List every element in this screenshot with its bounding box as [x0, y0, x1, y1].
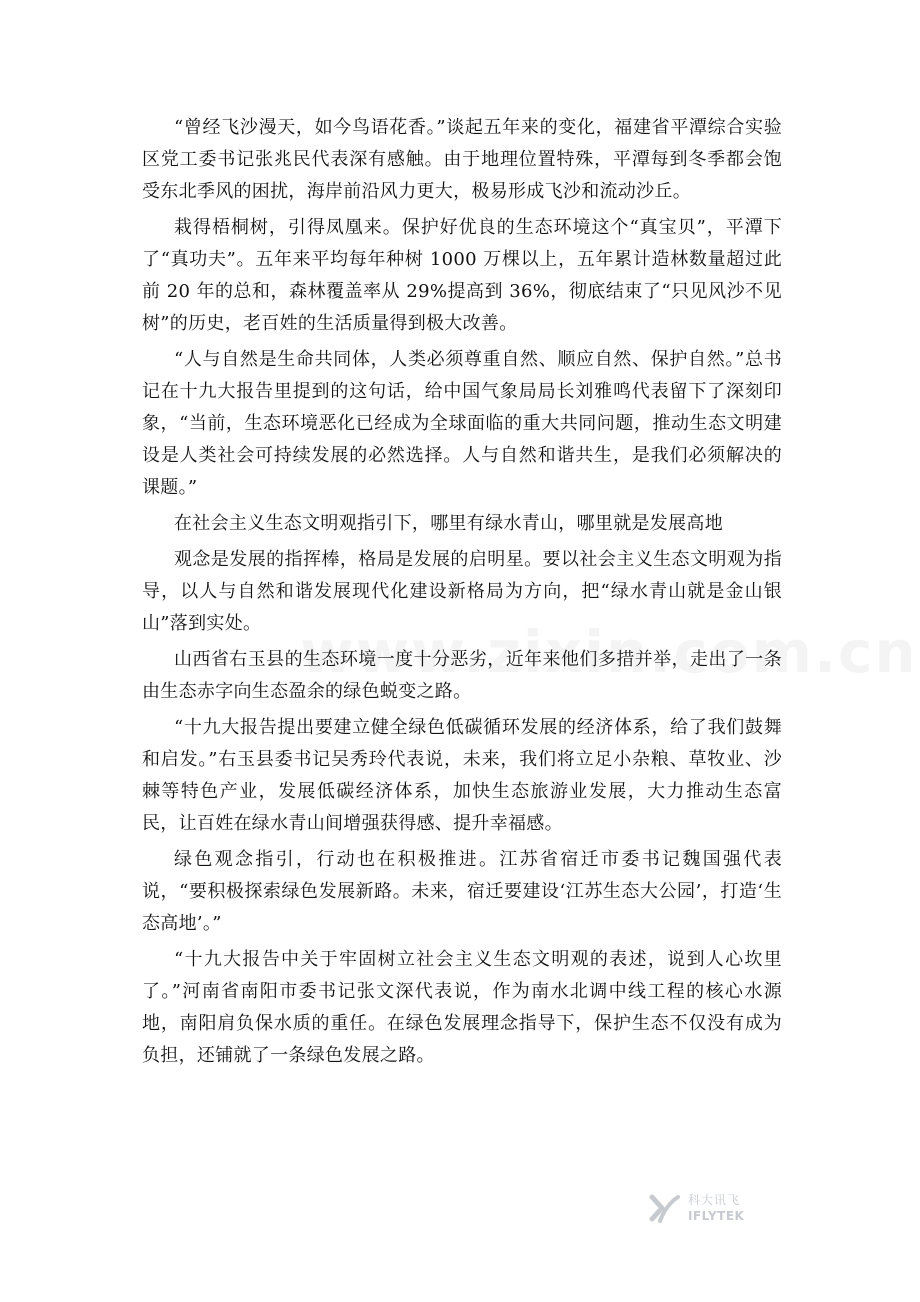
- article-body: [142, 112, 782, 1076]
- paragraph: 栽得梧桐树，引得凤凰来。保护好优良的生态环境这个“真宝贝”，平潭下了“真功夫”。五年来平均每年种树 1000 万棵以上，五年累计造林数量超过此前 20 年的总和，森林覆盖率从 29%提高到 36%，彻底结束了“只见风沙不见树”的历史，老百姓的生活质量得到极大改善。: [142, 217, 782, 334]
- logo-cn-text: 科大讯飞: [688, 1193, 741, 1207]
- logo-en-text: IFLYTEK: [688, 1209, 745, 1223]
- iflytek-logo-icon: [648, 1191, 682, 1225]
- paragraph: “十九大报告提出要建立健全绿色低碳循环发展的经济体系，给了我们鼓舞和启发。”右玉县委书记吴秀玲代表说，未来，我们将立足小杂粮、草牧业、沙棘等特色产业，发展低碳经济体系，加快生态旅游业发展，大力推动生态富民，让百姓在绿水青山间增强获得感、提升幸福感。: [142, 717, 782, 834]
- paragraph: 山西省右玉县的生态环境一度十分恶劣，近年来他们多措并举，走出了一条由生态赤字向生态盈余的绿色蜕变之路。: [142, 649, 782, 702]
- paragraph: “人与自然是生命共同体，人类必须尊重自然、顺应自然、保护自然。”总书记在十九大报告里提到的这句话，给中国气象局局长刘雅鸣代表留下了深刻印象，“当前，生态环境恶化已经成为全球面临的重大共同问题，推动生态文明建设是人类社会可持续发展的必然选择。人与自然和谐共生，是我们必须解决的课题。”: [142, 349, 782, 498]
- paragraph: 绿色观念指引，行动也在积极推进。江苏省宿迁市委书记魏国强代表说，“要积极探索绿色发展新路。未来，宿迁要建设‘江苏生态大公园’，打造‘生态高地’。”: [142, 849, 782, 934]
- logo-text: [688, 1194, 744, 1222]
- paragraph: 观念是发展的指挥棒，格局是发展的启明星。要以社会主义生态文明观为指导，以人与自然和谐发展现代化建设新格局为方向，把“绿水青山就是金山银山”落到实处。: [142, 549, 782, 634]
- paragraph: “曾经飞沙漫天，如今鸟语花香。”谈起五年来的变化，福建省平潭综合实验区党工委书记张兆民代表深有感触。由于地理位置特殊，平潭每到冬季都会饱受东北季风的困扰，海岸前沿风力更大，极易形成飞沙和流动沙丘。: [142, 117, 782, 202]
- section-heading: 在社会主义生态文明观指引下，哪里有绿水青山，哪里就是发展高地: [174, 513, 723, 534]
- paragraph: “十九大报告中关于牢固树立社会主义生态文明观的表述，说到人心坎里了。”河南省南阳市委书记张文深代表说，作为南水北调中线工程的核心水源地，南阳肩负保水质的重任。在绿色发展理念指导下，保护生态不仅没有成为负担，还铺就了一条绿色发展之路。: [142, 949, 782, 1066]
- brand-logo: [648, 1188, 768, 1228]
